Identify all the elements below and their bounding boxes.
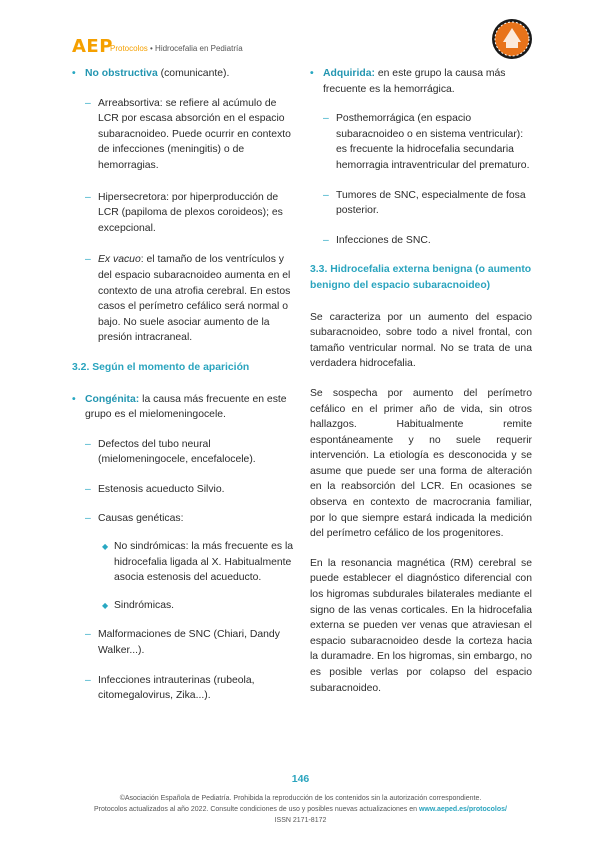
right-column [310,66,532,696]
breadcrumb-separator: • [147,44,156,53]
seal-icon [491,18,533,60]
page-header [72,36,532,58]
sub-item-infecciones-snc: – Infecciones de SNC. [323,234,431,246]
sub-item-causas-geneticas: – Causas genéticas: [85,513,184,525]
sub-item-posthemorragica: – Posthemorrágica (en espacio subaracnoideo o en sistema ventricular): es frecuente la hidrocefalia secundaria hemorragia intraventricular del prematuro. [323,113,530,171]
list-item-adquirida: • Adquirida: en este grupo la causa más frecuente es la hemorrágica. [310,68,506,95]
sub-item-tumores: – Tumores de SNC, especialmente de fosa posterior. [323,189,526,217]
breadcrumb-protocols: Protocolos [110,44,148,53]
protocols-link[interactable]: www.aeped.es/protocolos/ [418,806,507,813]
footer-issn: ISSN 2171-8172 [274,817,327,824]
paragraph-sospecha: Se sospecha por aumento del perímetro cefálico en el primer año de vida, sin otros hallazgos. Habitualmente remite espontáneamente y no suele requerir intervención. La etiología es desconocida y se asume que puede ser una forma de alteración en la reabsorción del LCR. En ocasiones se observa en contexto de macrocrania familiar, por lo que siempre estará indicada la medición del perímetro cefálico de los progenitores. [310,387,532,540]
sub-item-arreabsortiva: – Arreabsortiva: se refiere al acúmulo de LCR por escasa absorción en el espacio subaracnoideo. Puede ocurrir en contexto de infecciones (meningitis) o de hemorragias. [85,97,291,171]
footer-updates: Protocolos actualizados al año 2022. Consulte condiciones de uso y posibles nuevas actualizaciones en www.aeped.es/protocolos/ [94,806,507,813]
sub-item-tubo-neural: – Defectos del tubo neural (mielomeningocele, encefalocele). [85,438,256,466]
paragraph-caracteriza: Se caracteriza por un aumento del espacio subaracnoideo, sobre todo a nivel frontal, con tamaño ventricular normal. No se trata de una verdadera hidrocefalia. [310,311,532,370]
section-heading-3-2: 3.2. Según el momento de aparición [72,361,250,373]
footer-copyright: ©Asociación Española de Pediatría. Prohibida la reproducción de los contenidos sin la autorización correspondiente. [119,795,482,802]
sub-item-malformaciones: – Malformaciones de SNC (Chiari, Dandy Walker...). [85,629,280,657]
list-item-no-obstructiva: • No obstructiva (comunicante). [72,68,230,79]
sub-item-infecciones-intrauterinas: – Infecciones intrauterinas (rubeola, citomegalovirus, Zika...). [85,674,255,702]
section-heading-3-3: 3.3. Hidrocefalia externa benigna (o aumento benigno del espacio subaracnoideo) [310,264,532,291]
page-number: 146 [291,773,310,785]
list-item-congenita: • Congénita: la causa más frecuente en este grupo es el mielomeningocele. [72,393,287,421]
sub-item-hipersecretora: – Hipersecretora: por hiperproducción de LCR (papiloma de plexos coroideos); es excepcional. [85,191,283,234]
sub-sub-item-no-sindromicas: ◆ No sindrómicas: la más frecuente es la hidrocefalia ligada al X. Habitualmente asocia estenosis del acueducto. [102,541,294,584]
sub-item-ex-vacuo: – Ex vacuo: el tamaño de los ventrículos y del espacio subaracnoideo aumenta en el contexto de una atrofia cerebral. En estos casos el perímetro cefálico será normal o bajo. No suele asociar aumento de la presión intracraneal. [85,254,291,344]
paragraph-resonancia: En la resonancia magnética (RM) cerebral se puede establecer el diagnóstico diferencial con los higromas subdurales bilaterales mediante el signo de las venas corticales. En la hidrocefalia externa se pueden ver venas que atraviesan el espacio subaracnoideo desde la corteza hacia la duramadre. En los higromas, sin embargo, no es posible verlas por colapso del espacio subaracnoideo. [310,557,532,694]
breadcrumb-topic: Hidrocefalia en Pediatría [155,44,243,53]
left-column [72,66,295,704]
sub-sub-item-sindromicas: ◆ Sindrómicas. [102,599,175,611]
sub-item-estenosis: – Estenosis acueducto Silvio. [85,483,225,495]
breadcrumb [110,44,243,53]
aep-logo: AEP [72,36,113,57]
